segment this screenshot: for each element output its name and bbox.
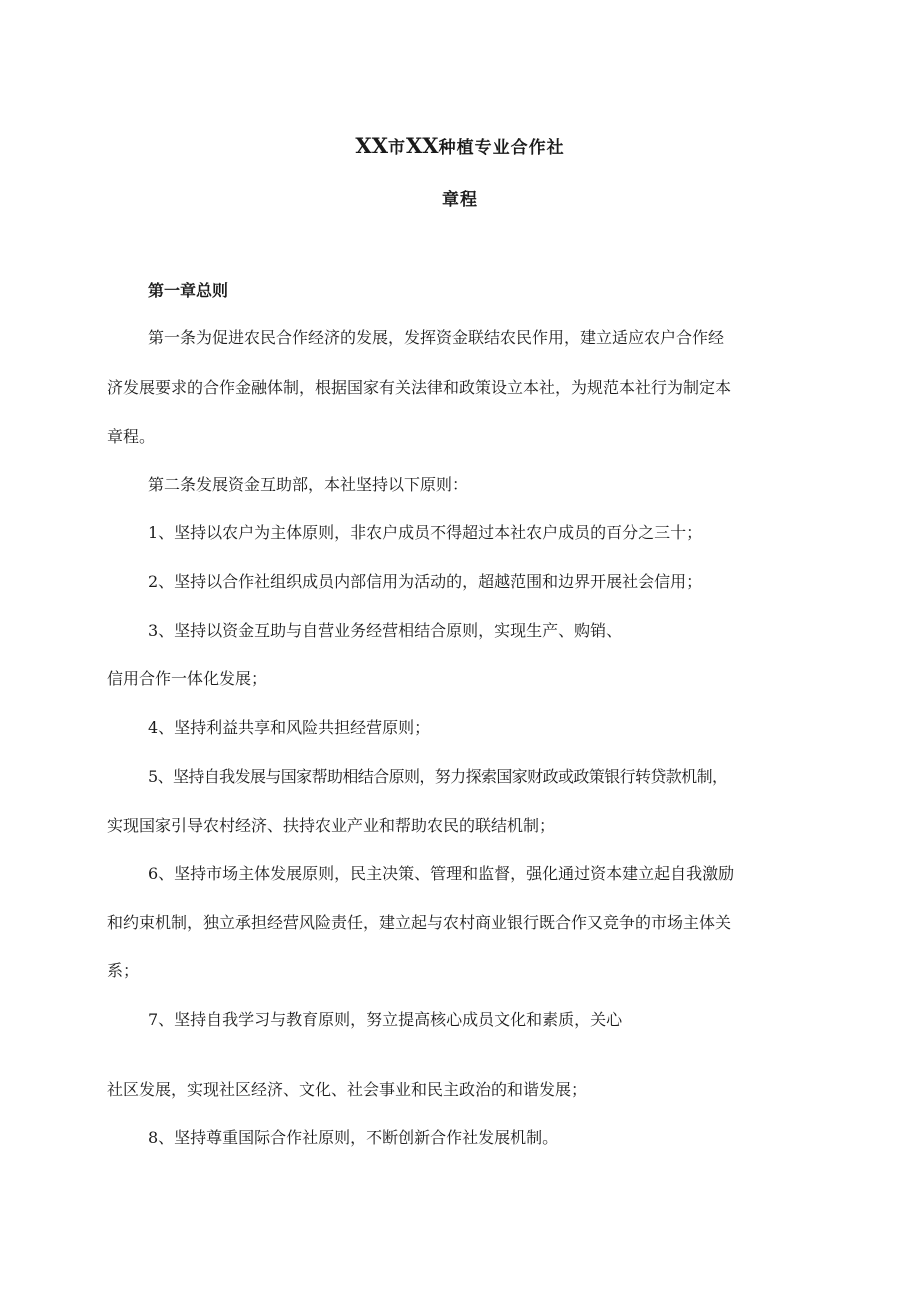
text-line-2: 济发展要求的合作金融体制，根据国家有关法律和政策设立本社，为规范本社行为制定本 <box>107 378 732 397</box>
title-part-city: 市 <box>388 138 406 158</box>
text-line-11: 实现国家引导农村经济、扶持农业产业和帮助农民的联结机制； <box>107 816 556 835</box>
text-line-17: 8、坚持尊重国际合作社原则，不断创新合作社发展机制。 <box>148 1128 559 1147</box>
title-part-xx-1: XX <box>355 133 388 158</box>
text-line-10: 5、坚持自我发展与国家帮助相结合原则，努力探索国家财政或政策银行转贷款机制， <box>148 767 728 786</box>
text-line-16: 社区发展，实现社区经济、文化、社会事业和民主政治的和谐发展； <box>107 1080 588 1099</box>
chapter-heading: 第一章总则 <box>148 281 229 300</box>
document-title <box>0 133 920 158</box>
text-line-12: 6、坚持市场主体发展原则，民主决策、管理和监督，强化通过资本建立起自我激励 <box>148 864 735 883</box>
text-line-15: 7、坚持自我学习与教育原则，努立提高核心成员文化和素质，关心 <box>148 1010 623 1029</box>
title-part-xx-2: XX <box>406 133 439 158</box>
text-line-5: 1、坚持以农户为主体原则，非农户成员不得超过本社农户成员的百分之三十； <box>148 523 703 542</box>
text-line-1: 第一条为促进农民合作经济的发展，发挥资金联结农民作用，建立适应农户合作经 <box>148 328 725 347</box>
text-line-8: 信用合作一体化发展； <box>107 669 268 688</box>
text-line-6: 2、坚持以合作社组织成员内部信用为活动的，超越范围和边界开展社会信用； <box>148 572 703 591</box>
text-line-13: 和约束机制，独立承担经营风险责任，建立起与农村商业银行既合作又竞争的市场主体关 <box>107 913 732 932</box>
text-line-9: 4、坚持利益共享和风险共担经营原则； <box>148 718 431 737</box>
title-part-name: 种植专业合作社 <box>438 138 565 158</box>
document-subtitle: 章程 <box>442 190 478 210</box>
text-line-4: 第二条发展资金互助部，本社坚持以下原则： <box>148 475 469 494</box>
text-line-14: 系； <box>107 961 140 980</box>
text-line-7: 3、坚持以资金互助与自营业务经营相结合原则，实现生产、购销、 <box>148 621 623 640</box>
text-line-3: 章程。 <box>107 427 156 446</box>
